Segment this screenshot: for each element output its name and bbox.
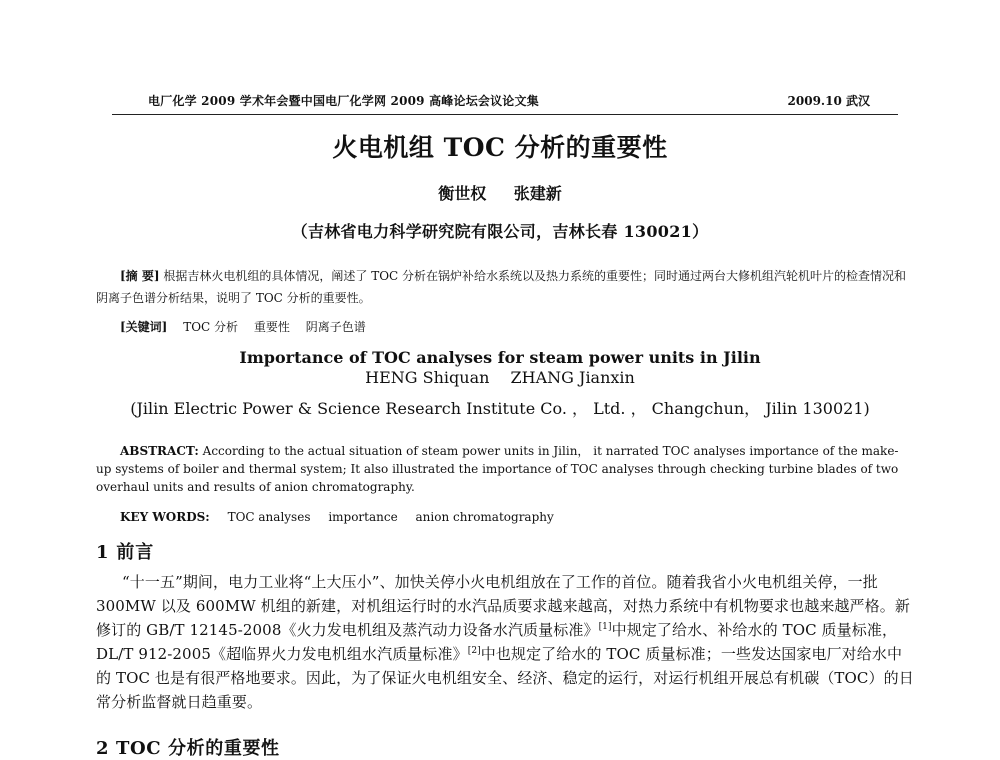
intro-text-part-2: 中规定了给水、补给水的 TOC 质量标准，DL/T 912-2005《超临界火力发电机组水汽质量标准》 — [96, 621, 898, 663]
chinese-keywords-label: [关键词] — [120, 320, 168, 334]
section-1-heading: 1 前言 — [96, 542, 154, 563]
chinese-keyword-2: 重要性 — [253, 320, 290, 334]
english-authors — [0, 368, 1000, 387]
author-2-en: ZHANG Jianxin — [510, 368, 635, 387]
english-abstract-label: ABSTRACT: — [120, 444, 199, 458]
chinese-keywords — [120, 318, 378, 335]
introduction-paragraph — [96, 570, 914, 714]
chinese-abstract — [96, 265, 912, 309]
chinese-abstract-label: [摘 要] — [120, 269, 160, 283]
paper-title: 火电机组 TOC 分析的重要性 — [332, 133, 668, 162]
english-keywords-label: KEY WORDS: — [120, 510, 210, 524]
reference-2: [2] — [467, 646, 481, 656]
english-keyword-1: TOC analyses — [227, 510, 311, 524]
english-keyword-2: importance — [328, 510, 398, 524]
english-title: Importance of TOC analyses for steam power units in Jilin — [239, 348, 761, 367]
author-1-cn: 衡世权 — [438, 184, 487, 203]
intro-text-part-3: 中也规定了给水的 TOC 质量标准；一些发达国家电厂对给水中的 TOC 也是有很严格地要求。因此，为了保证火电机组安全、经济、稳定的运行，对运行机组开展总有机碳（TOC）的日常分析监督就日趋重要。 — [96, 645, 914, 711]
english-keywords — [120, 510, 568, 524]
header-rule — [112, 114, 898, 115]
english-affiliation: (Jilin Electric Power & Science Research Institute Co. ， Ltd. ， Changchun， Jilin 130021) — [130, 399, 870, 418]
author-1-en: HENG Shiquan — [365, 368, 490, 387]
chinese-abstract-text: 根据吉林火电机组的具体情况，阐述了 TOC 分析在锅炉补给水系统以及热力系统的重要性；同时通过两台大修机组汽轮机叶片的检查情况和阴离子色谱分析结果，说明了 TOC 分析的重要性。 — [96, 269, 907, 305]
chinese-affiliation: （吉林省电力科学研究院有限公司，吉林长春 130021） — [291, 222, 709, 241]
chinese-keyword-3: 阴离子色谱 — [305, 320, 366, 334]
running-header-left: 电厂化学 2009 学术年会暨中国电厂化学网 2009 高峰论坛会议论文集 — [148, 94, 539, 108]
english-abstract-text: According to the actual situation of steam power units in Jilin， it narrated TOC analyses importance of the make-up systems of boiler and thermal system; It also illustrated the importance of TOC analyses through checking turbine blades of two overhaul units and results of anion chromatography. — [96, 444, 899, 494]
intro-text-part-1: “十一五”期间，电力工业将“上大压小”、加快关停小火电机组放在了工作的首位。随着我省小火电机组关停，一批 300MW 以及 600MW 机组的新建，对机组运行时的水汽品质要求越来越高，对热力系统中有机物要求也越来越严格。新修订的 GB/T 12145-2008《火力发电机组及蒸汽动力设备水汽质量标准》 — [96, 573, 910, 639]
chinese-authors — [0, 181, 1000, 204]
english-abstract — [96, 442, 912, 496]
english-keyword-3: anion chromatography — [415, 510, 554, 524]
chinese-keyword-1: TOC 分析 — [183, 320, 239, 334]
section-2-heading: 2 TOC 分析的重要性 — [96, 738, 280, 759]
running-header-date: 2009.10 武汉 — [787, 94, 870, 108]
author-2-cn: 张建新 — [513, 184, 562, 203]
reference-1: [1] — [598, 622, 612, 632]
